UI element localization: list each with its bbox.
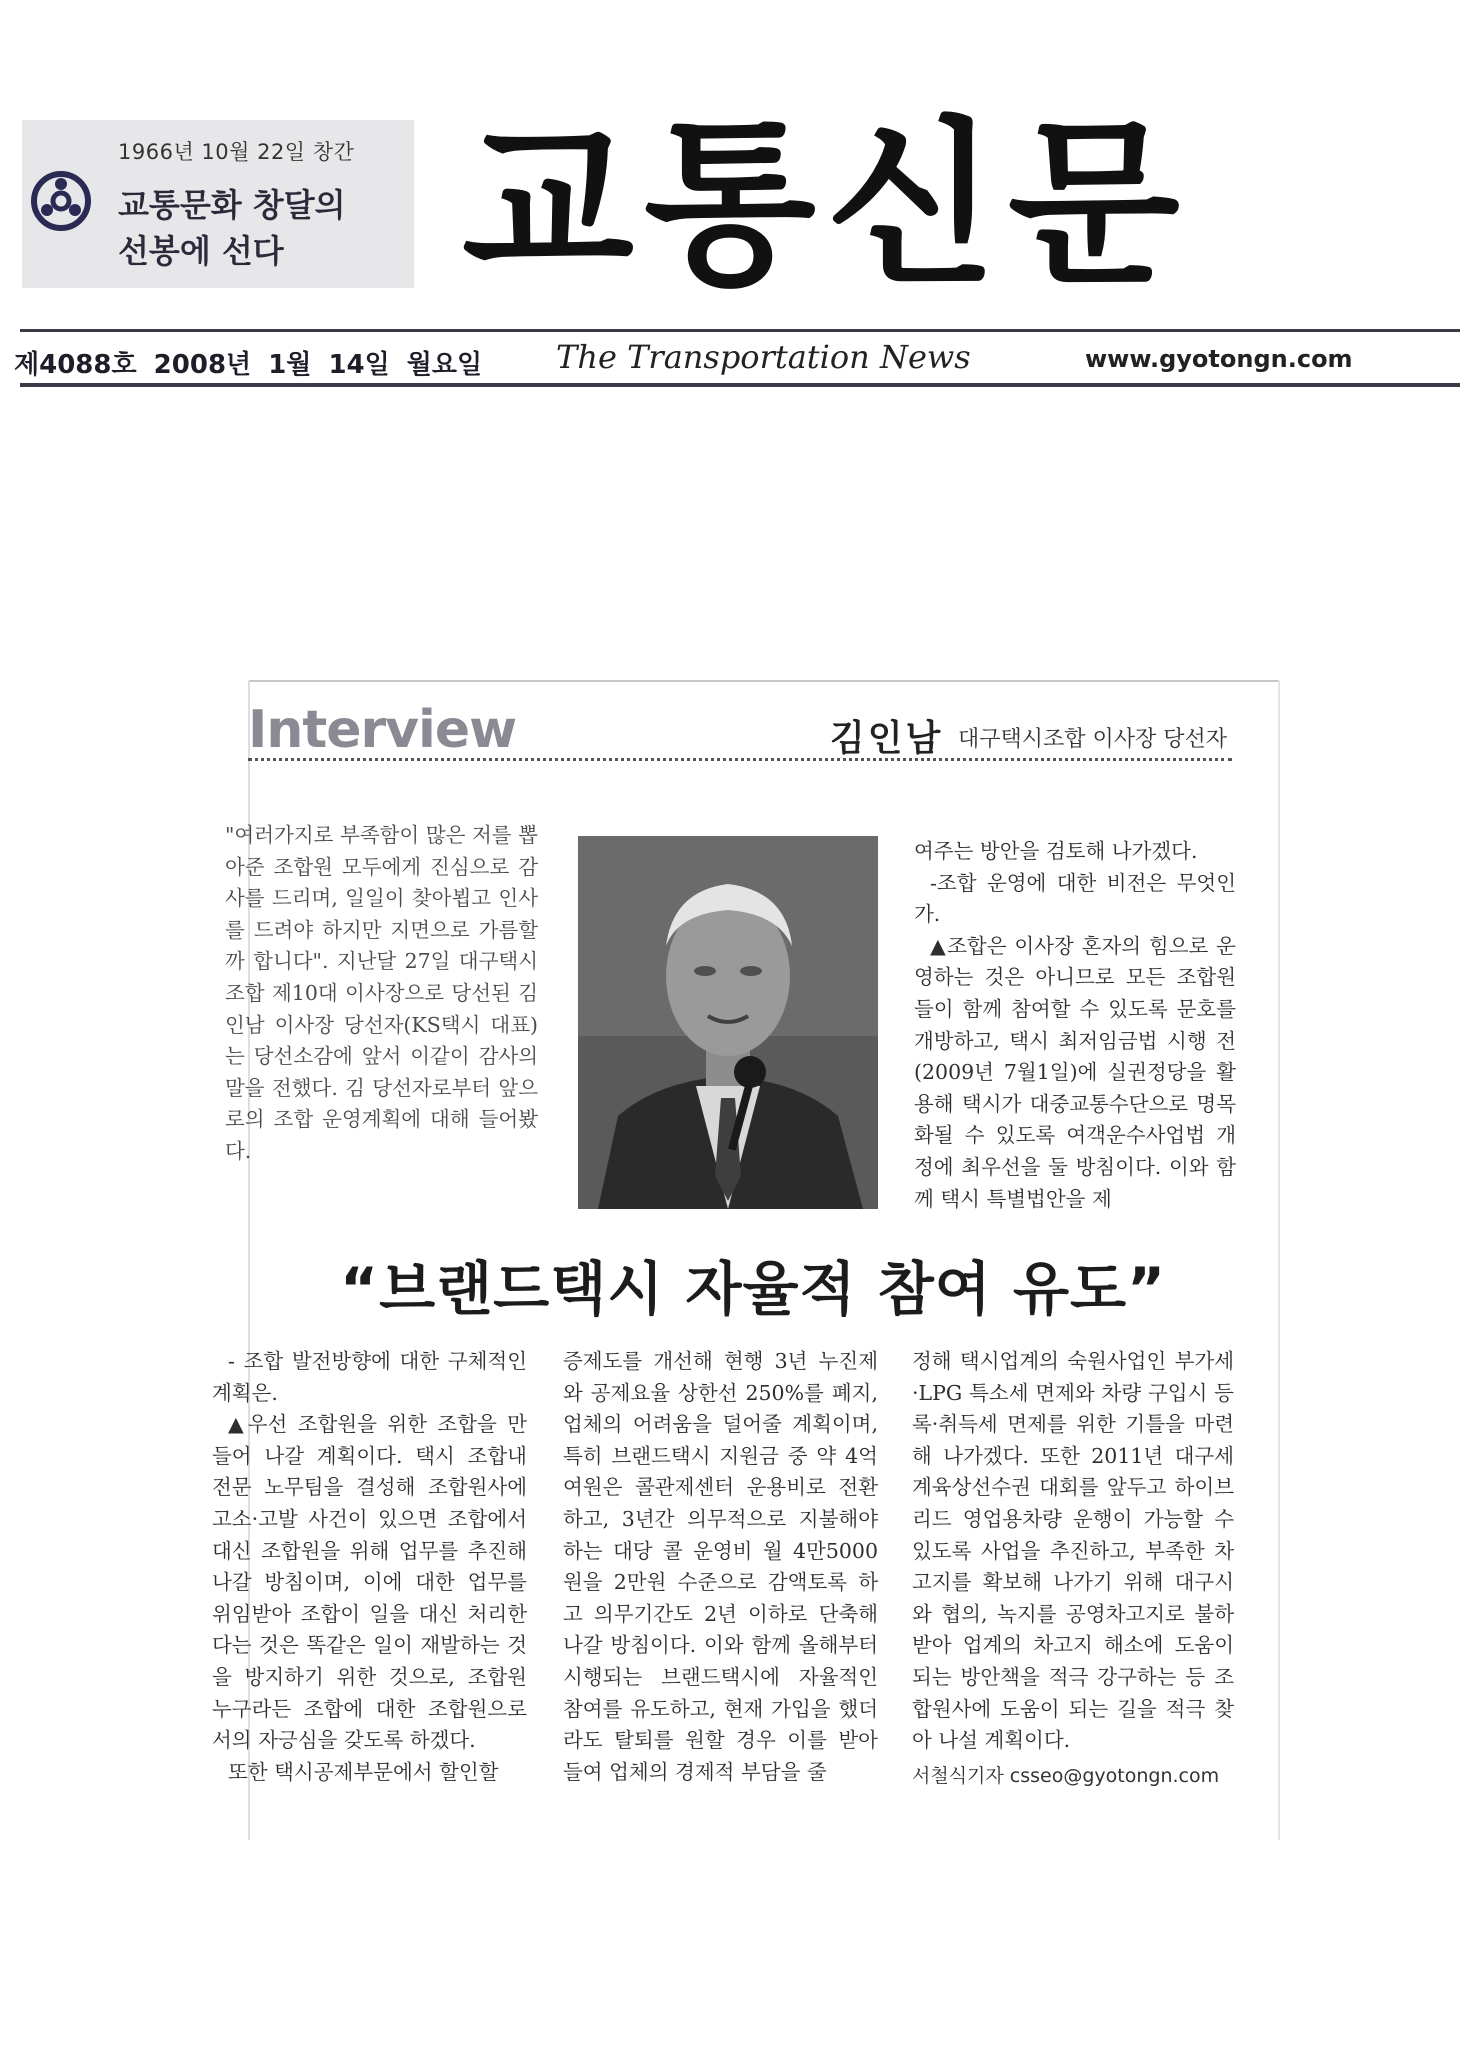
clipping-border-right [1278, 680, 1280, 1840]
issue-date: 2008년 1월 14일 월요일 [153, 350, 483, 380]
intro-paragraph: "여러가지로 부족함이 많은 저를 뽑아준 조합원 모두에게 진심으로 감사를 드리며, 일일이 찾아뵙고 인사를 드려야 하지만 지면으로 가름할까 합니다". 지난달 27일 대구택시조합 제10대 이사장으로 당선된 김인남 이사장 당선자(KS택시 대표)는 당선소감에 앞서 이같이 감사의 말을 전했다. 김 당선자로부터 앞으로의 조합 운영계획에 대해 들어봤다. [225, 823, 538, 1163]
top-right-answer: ▲조합은 이사장 혼자의 힘으로 운영하는 것은 아니므로 모든 조합원들이 함께 참여할 수 있도록 문호를 개방하고, 택시 최저임금법 시행 전(2009년 7월1일)에 실권정당을 활용해 택시가 대중교통수단으로 명목화될 수 있도록 여객운수사업법 개정에 최우선을 둘 방침이다. 이와 함께 택시 특별법안을 제 [914, 933, 1236, 1211]
english-title: The Transportation News [556, 338, 971, 376]
body-column-2: 증제도를 개선해 현행 3년 누진제와 공제요율 상한선 250%를 폐지, 업체의 어려움을 덜어줄 계획이며, 특히 브랜드택시 지원금 중 약 4억여원은 콜관제센터 운용비로 전환하고, 3년간 의무적으로 지불해야 하는 대당 콜 운영비 월 4만5000원을 2만원 수준으로 감액토록 하고 의무기간도 2년 이하로 단축해 나갈 방침이다. 이와 함께 올해부터 시행되는 브랜드택시에 자율적인 참여를 유도하고, 현재 가입을 했더라도 탈퇴를 원할 경우 이를 받아 들여 업체의 경제적 부담을 줄 [563, 1349, 878, 1784]
section-label: Interview [248, 700, 517, 760]
newspaper-title: 교통신문 [462, 101, 1190, 308]
masthead-rule-bottom [20, 383, 1460, 387]
body-column-1 [212, 1346, 527, 1788]
interviewee-name: 김인남 [830, 718, 944, 759]
slogan-line-2: 선봉에 선다 [118, 232, 284, 270]
article-headline: “브랜드택시 자율적 참여 유도” [340, 1255, 1167, 1323]
body-column-3 [912, 1346, 1234, 1792]
continued-paragraph: 또한 택시공제부문에서 할인할 [228, 1759, 499, 1784]
website-url: www.gyotongn.com [1085, 345, 1353, 373]
reporter-byline: 서철식기자 csseo@gyotongn.com [912, 1764, 1220, 1787]
slogan [118, 182, 346, 274]
portrait-photo [578, 836, 878, 1209]
issue-line [14, 344, 482, 381]
top-right-question: -조합 운영에 대한 비전은 무엇인가. [914, 870, 1236, 927]
clipping-border-top [248, 680, 1280, 682]
question-paragraph: - 조합 발전방향에 대한 구체적인 계획은. [212, 1349, 527, 1405]
masthead-rule-top [20, 329, 1460, 332]
interviewee-position: 대구택시조합 이사장 당선자 [958, 727, 1228, 752]
wheel-logo-icon [30, 170, 92, 232]
answer-paragraph: ▲우선 조합원을 위한 조합을 만들어 나갈 계획이다. 택시 조합내 전문 노무팀을 결성해 조합원사에 고소·고발 사건이 있으면 조합에서 대신 조합원을 위해 업무를 추진해 나갈 방침이며, 이에 대한 업무를 위임받아 조합이 일을 대신 처리한다는 것은 똑같은 일이 재발하는 것을 방지하기 위한 것으로, 조합원 누구라든 조합에 대한 조합원으로서의 자긍심을 갖도록 하겠다. [212, 1412, 527, 1753]
slogan-line-1: 교통문화 창달의 [118, 186, 346, 224]
body-column-3-text: 정해 택시업계의 숙원사업인 부가세·LPG 특소세 면제와 차량 구입시 등록·취득세 면제를 위한 기틀을 마련해 나가겠다. 또한 2011년 대구세계육상선수권 대회를 앞두고 하이브리드 영업용차량 운행이 가능할 수 있도록 사업을 추진하고, 부족한 차고지를 확보해 나가기 위해 대구시와 협의, 녹지를 공영차고지로 불하받아 업계의 차고지 해소에 도움이 되는 방안책을 적극 강구하는 등 조합원사에 도움이 되는 길을 적극 찾아 나설 계획이다. [912, 1349, 1234, 1753]
top-right-column [914, 836, 1236, 1215]
issue-number: 제4088호 [14, 350, 137, 380]
founding-date: 1966년 10월 22일 창간 [118, 140, 355, 164]
top-right-paragraph-1: 여주는 방안을 검토해 나가겠다. [914, 839, 1198, 863]
section-dotted-rule [248, 758, 1232, 761]
